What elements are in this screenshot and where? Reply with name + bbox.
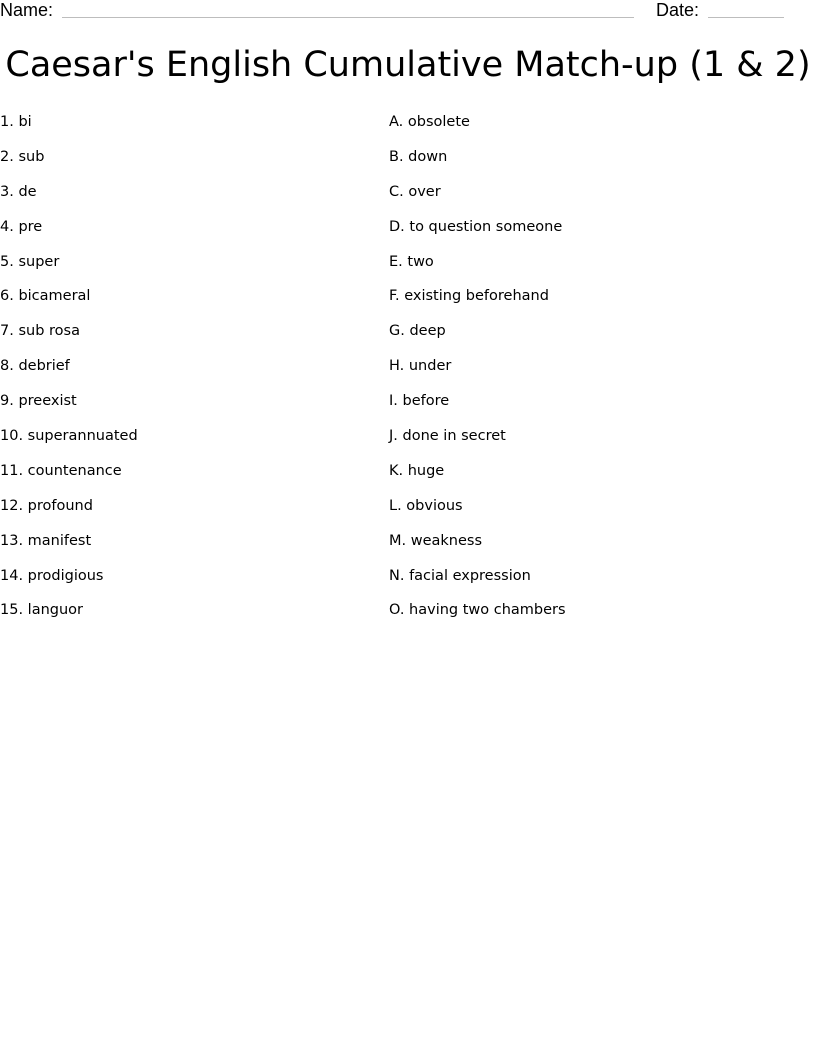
definition-item: D. to question someone bbox=[389, 218, 563, 235]
definition-item: H. under bbox=[389, 358, 452, 375]
term-item: 1. bi bbox=[0, 114, 32, 130]
term-item: 2. sub bbox=[0, 148, 45, 165]
name-blank-line bbox=[62, 17, 634, 18]
definition-item: L. obvious bbox=[389, 497, 463, 514]
term-item: 8. debrief bbox=[0, 358, 70, 375]
definition-item: C. over bbox=[389, 183, 441, 200]
term-item: 5. super bbox=[0, 253, 60, 270]
definition-item: K. huge bbox=[389, 462, 445, 479]
term-item: 3. de bbox=[0, 183, 37, 200]
date-blank-line bbox=[708, 17, 784, 18]
term-item: 13. manifest bbox=[0, 532, 92, 549]
definition-item: I. before bbox=[389, 393, 450, 410]
definition-item: M. weakness bbox=[389, 532, 483, 549]
date-label: Date: bbox=[656, 0, 700, 20]
term-item: 10. superannuated bbox=[0, 428, 138, 445]
term-item: 4. pre bbox=[0, 218, 43, 235]
definition-item: E. two bbox=[389, 253, 434, 270]
definition-item: O. having two chambers bbox=[389, 602, 566, 619]
term-item: 15. languor bbox=[0, 602, 83, 619]
name-label: Name: bbox=[0, 0, 54, 20]
term-item: 11. countenance bbox=[0, 462, 122, 479]
definition-item: N. facial expression bbox=[389, 567, 531, 584]
definition-item: J. done in secret bbox=[389, 428, 506, 445]
terms-list bbox=[0, 112, 380, 635]
term-item: 12. profound bbox=[0, 497, 93, 514]
worksheet-title: Caesar's English Cumulative Match-up (1 & 2) bbox=[5, 45, 811, 85]
definition-item: A. obsolete bbox=[389, 114, 470, 130]
definition-item: B. down bbox=[389, 148, 448, 165]
worksheet-header bbox=[0, 0, 816, 22]
term-item: 6. bicameral bbox=[0, 288, 91, 305]
term-item: 7. sub rosa bbox=[0, 323, 80, 340]
definitions-list bbox=[389, 112, 809, 635]
definition-item: G. deep bbox=[389, 323, 446, 340]
term-item: 14. prodigious bbox=[0, 567, 104, 584]
term-item: 9. preexist bbox=[0, 393, 77, 410]
definition-item: F. existing beforehand bbox=[389, 288, 549, 305]
